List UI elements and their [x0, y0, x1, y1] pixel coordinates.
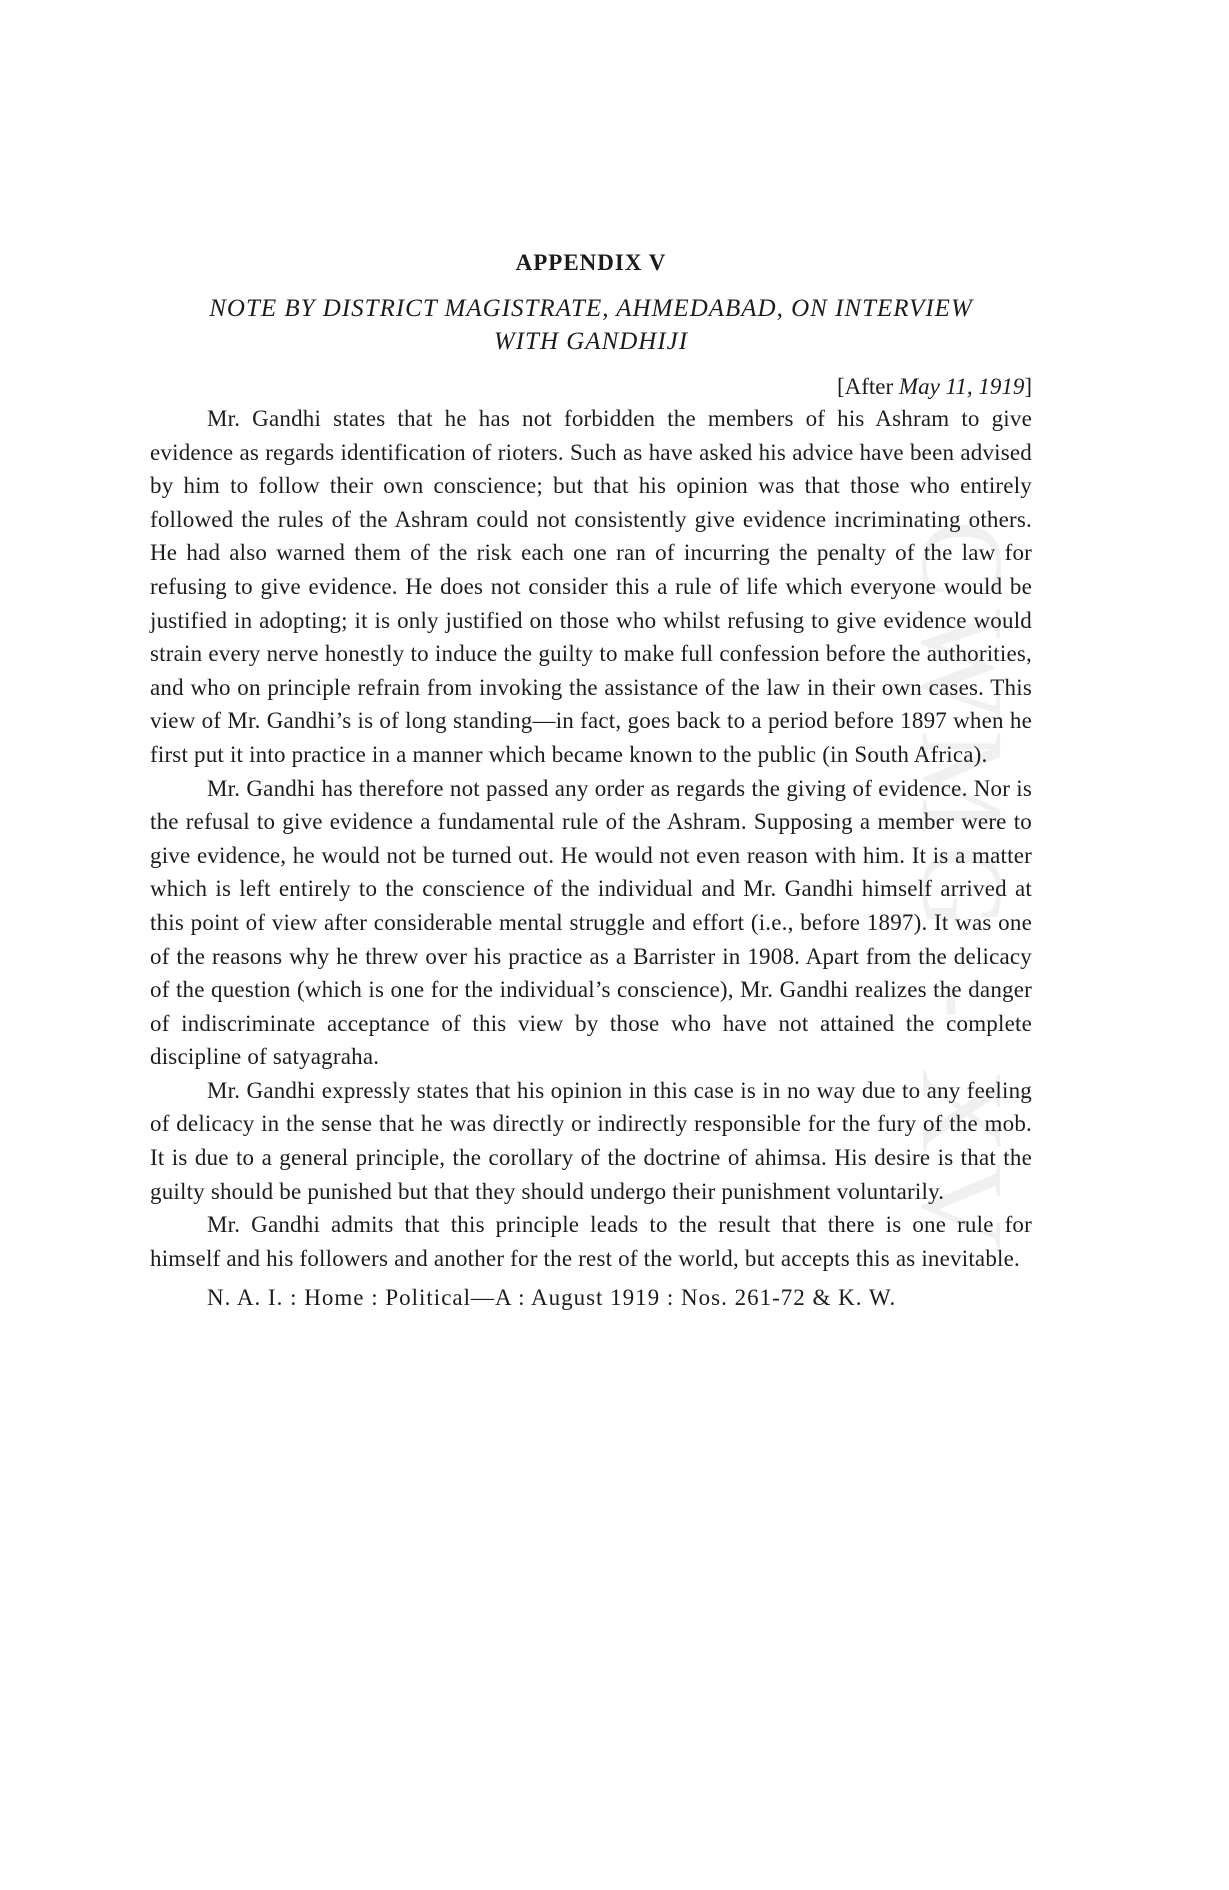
paragraph-2: Mr. Gandhi has therefore not passed any order as regards the giving of evidence. Nor is the refusal to give evidence a fundamental rule of the Ashram. Supposing a member were to give evidence, he would not be turned out. He would not even reason with him. It is a matter which is left entirely to the conscience of the individual and Mr. Gandhi himself arrived at this point of view after considerable mental struggle and effort (i.e., before 1897). It was one of the reasons why he threw over his practice as a Barrister in 1908. Apart from the delicacy of the question (which is one for the individual’s conscience), Mr. Gandhi realizes the danger of indiscriminate acceptance of this view by those who have not attained the complete discipline of satyagraha. — [150, 775, 1032, 1070]
date-suffix: ] — [1024, 374, 1032, 399]
paragraph-1: Mr. Gandhi states that he has not forbidden the members of his Ashram to give evidence as regards identification of rioters. Such as have asked his advice have been advised by him to follow their own conscience; but that his opinion was that those who entirely followed the rules of the Ashram could not consistently give evidence incriminating others. He had also warned them of the risk each one ran of incurring the penalty of the law for refusing to give evidence. He does not consider this a rule of life which everyone would be justified in adopting; it is only justified on those who whilst refusing to give evidence would strain every nerve honestly to induce the guilty to make full confession before the authorities, and who on principle refrain from invoking the assistance of the law in their own cases. This view of Mr. Gandhi’s is of long standing—in fact, goes back to a period before 1897 when he first put it into practice in a manner which became known to the public (in South Africa). — [150, 406, 1032, 767]
document-subtitle — [150, 292, 1032, 358]
paragraph-4: Mr. Gandhi admits that this principle leads to the result that there is one rule for himself and his followers and another for the rest of the world, but accepts this as inevitable. — [150, 1212, 1032, 1271]
subtitle-line-1: NOTE BY DISTRICT MAGISTRATE, AHMEDABAD, ON INTERVIEW — [209, 295, 973, 322]
dateline — [150, 374, 1032, 400]
date-prefix: [After — [836, 374, 894, 399]
paragraph-3: Mr. Gandhi expressly states that his opinion in this case is in no way due to any feeling of delicacy in the sense that he was directly or indirectly responsible for the fury of the mob. It is due to a general principle, the corollary of the doctrine of ahimsa. His desire is that the guilty should be punished but that they should undergo their punishment voluntarily. — [150, 1077, 1032, 1204]
subtitle-line-2: WITH GANDHIJI — [493, 328, 689, 355]
document-body — [150, 250, 1032, 1311]
source-citation: N. A. I. : Home : Political—A : August 1919 : Nos. 261-72 & K. W. — [207, 1285, 897, 1311]
appendix-heading: APPENDIX V — [515, 250, 667, 275]
watermark: CWMG - XV — [897, 520, 1028, 1259]
date-italic: May 11, 1919 — [898, 374, 1025, 399]
